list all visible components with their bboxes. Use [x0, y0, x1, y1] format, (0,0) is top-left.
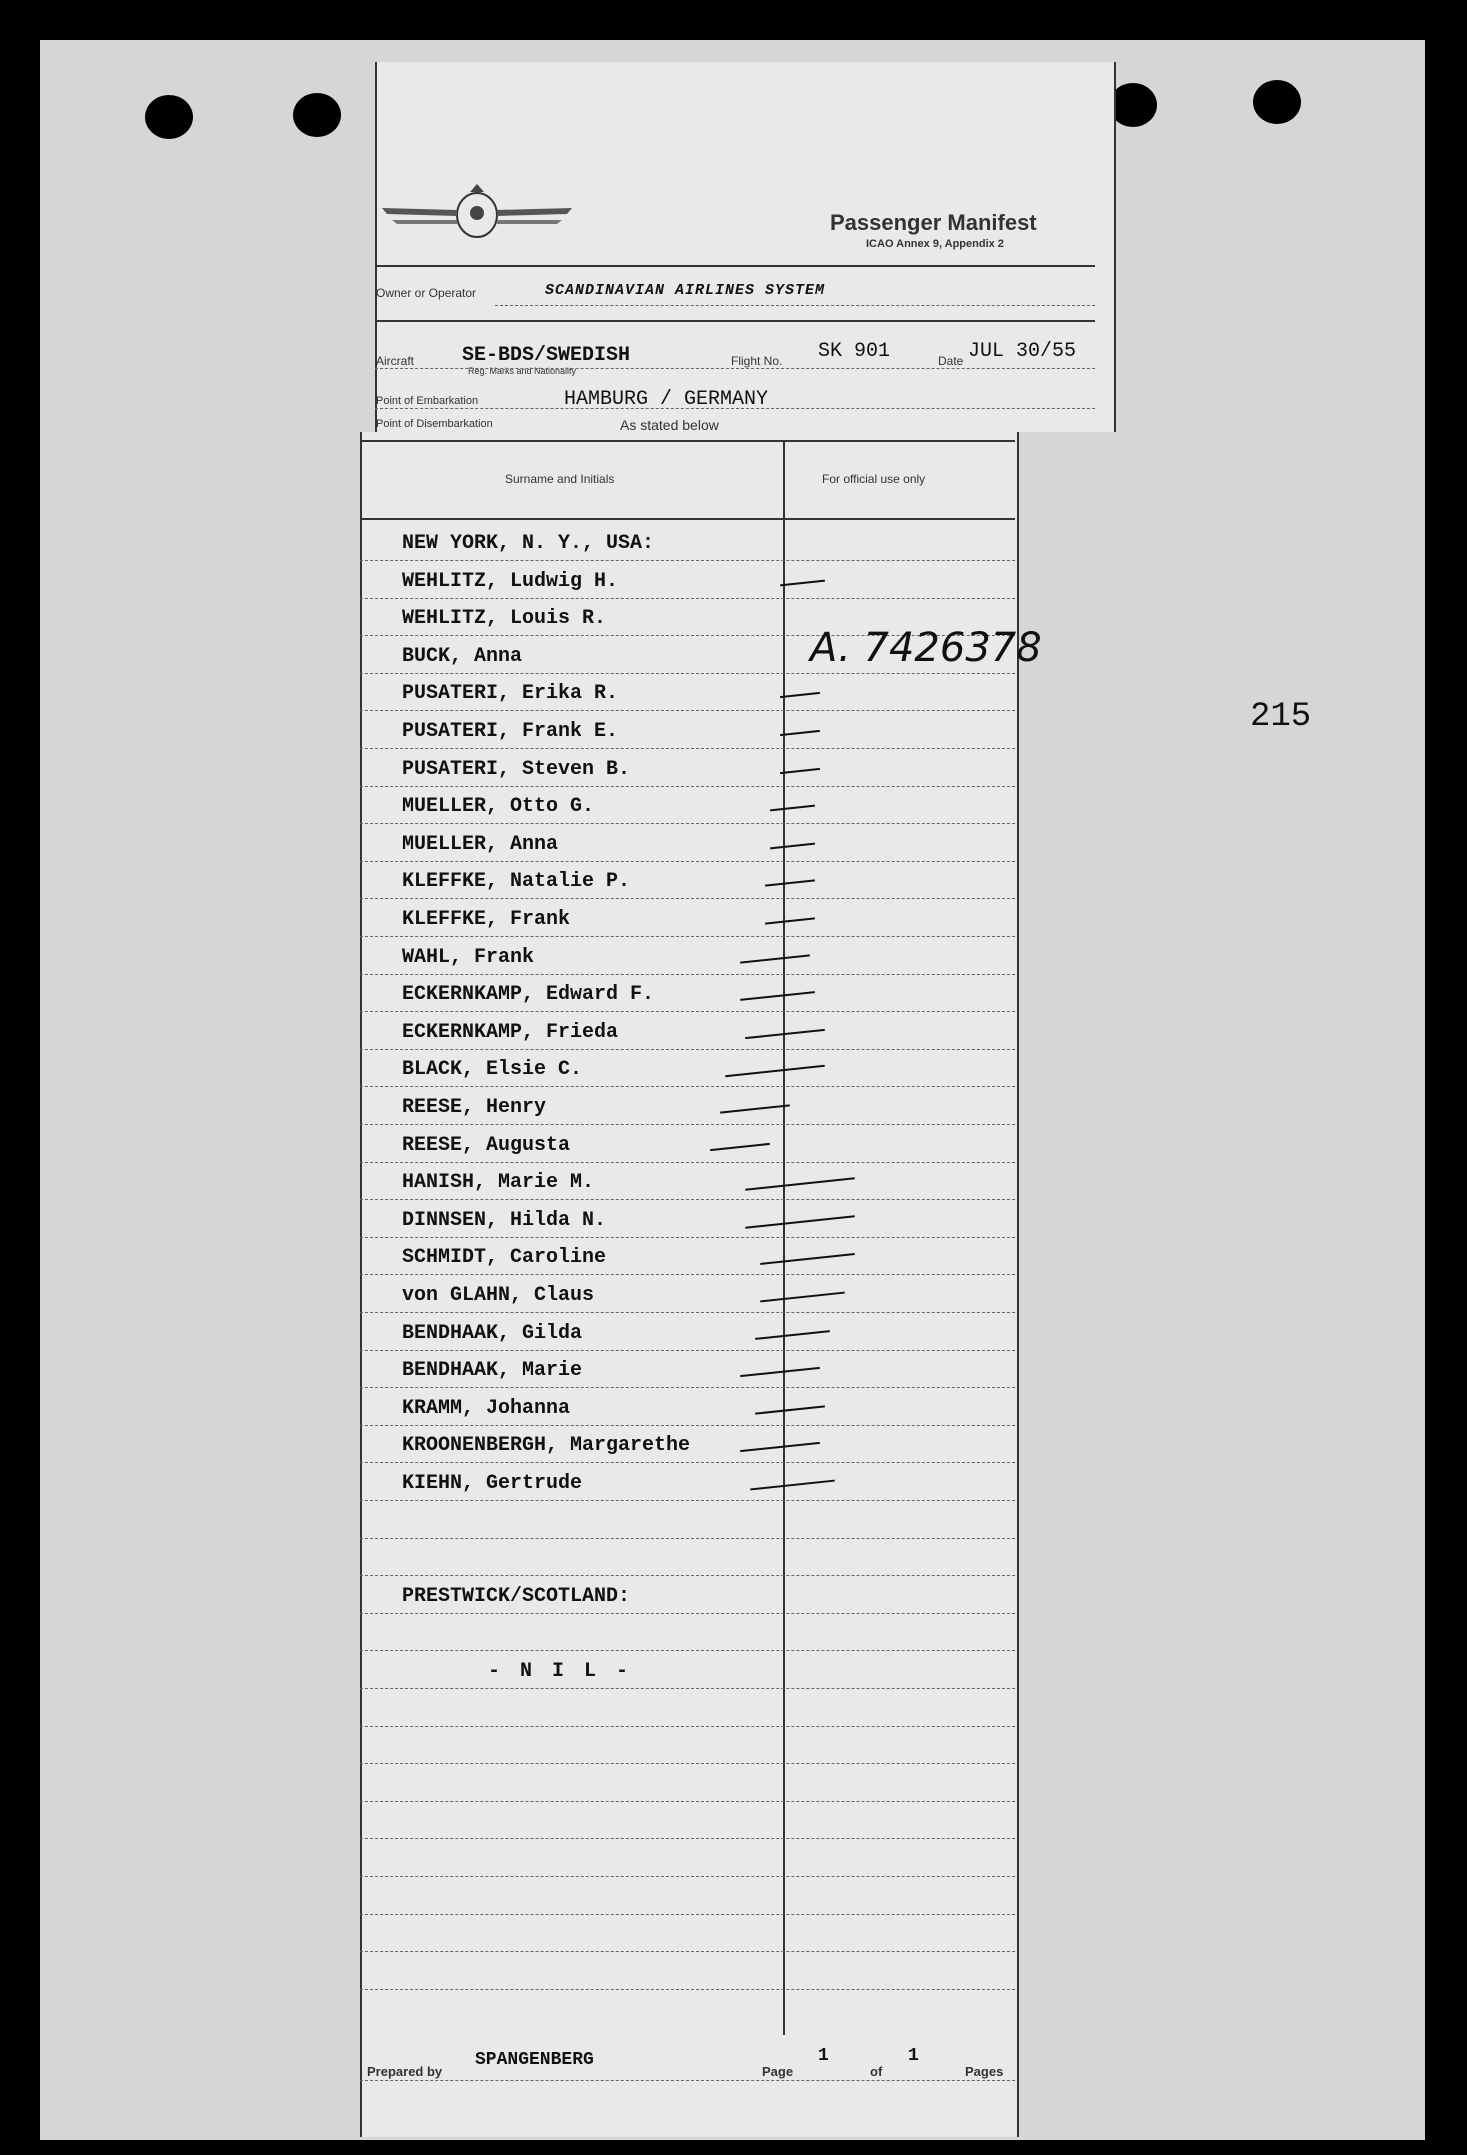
row-line — [360, 786, 1015, 787]
row-line — [360, 1801, 1015, 1802]
passenger-row-text: BLACK, Elsie C. — [402, 1058, 583, 1082]
row-line — [360, 1575, 1015, 1576]
disembark-value: As stated below — [620, 417, 719, 433]
passenger-row-text: PRESTWICK/SCOTLAND: — [402, 1584, 631, 1608]
row-line — [360, 1500, 1015, 1501]
flight-value: SK 901 — [818, 340, 891, 363]
field-line — [375, 408, 1095, 409]
row-line — [360, 1387, 1015, 1388]
disembark-label: Point of Disembarkation — [376, 418, 493, 430]
form-subtitle: ICAO Annex 9, Appendix 2 — [866, 238, 1004, 250]
aircraft-sublabel: Reg. Marks and Nationality — [468, 366, 577, 376]
passenger-row-text: PUSATERI, Steven B. — [402, 757, 631, 781]
passenger-row-text: BENDHAAK, Marie — [402, 1359, 583, 1383]
prepared-label: Prepared by — [367, 2064, 443, 2079]
field-line — [360, 2080, 1015, 2081]
row-line — [360, 1350, 1015, 1351]
punch-hole — [1253, 80, 1301, 124]
passenger-row-text: KRAMM, Johanna — [402, 1396, 571, 1420]
divider — [360, 518, 1015, 520]
row-line — [360, 710, 1015, 711]
passenger-row-text: WEHLITZ, Ludwig H. — [402, 569, 619, 593]
passenger-row-text: KROONENBERGH, Margarethe — [402, 1434, 691, 1458]
row-line — [360, 898, 1015, 899]
passenger-row-text: REESE, Henry — [402, 1096, 547, 1119]
divider — [360, 440, 1015, 442]
row-line — [360, 560, 1015, 561]
handwritten-number: A. 7426378 — [810, 625, 1042, 671]
passenger-row-text: MUELLER, Otto G. — [402, 795, 595, 819]
row-line — [360, 1086, 1015, 1087]
passenger-row-text: KIEHN, Gertrude — [402, 1472, 583, 1495]
owner-value: SCANDINAVIAN AIRLINES SYSTEM — [545, 282, 826, 299]
row-line — [360, 1726, 1015, 1727]
row-line — [360, 1274, 1015, 1275]
passenger-row-text: KLEFFKE, Frank — [402, 908, 571, 931]
owner-label: Owner or Operator — [376, 286, 477, 300]
passenger-row-text: KLEFFKE, Natalie P. — [402, 870, 631, 894]
passenger-row-text: PUSATERI, Erika R. — [402, 682, 619, 706]
passenger-row-text: WAHL, Frank — [402, 945, 535, 969]
row-line — [360, 1838, 1015, 1839]
row-line — [360, 1312, 1015, 1313]
row-line — [360, 1538, 1015, 1539]
aircraft-value: SE-BDS/SWEDISH — [462, 344, 631, 367]
embark-value: HAMBURG / GERMANY — [564, 388, 769, 411]
passenger-row-text: BUCK, Anna — [402, 644, 523, 668]
punch-hole — [293, 93, 341, 137]
row-line — [360, 1688, 1015, 1689]
passenger-row-text: SCHMIDT, Caroline — [402, 1246, 607, 1270]
pages-label: Pages — [965, 2064, 1004, 2079]
row-line — [360, 598, 1015, 599]
passenger-row-text: BENDHAAK, Gilda — [402, 1321, 583, 1345]
passenger-row-text: REESE, Augusta — [402, 1133, 571, 1157]
divider — [375, 320, 1095, 322]
row-line — [360, 1613, 1015, 1614]
passenger-row-text: von GLAHN, Claus — [402, 1284, 595, 1307]
row-line — [360, 1199, 1015, 1200]
row-line — [360, 673, 1015, 674]
passenger-row-text: MUELLER, Anna — [402, 832, 559, 856]
row-line — [360, 974, 1015, 975]
row-line — [360, 1650, 1015, 1651]
stamp-number: 215 — [1250, 698, 1312, 736]
row-line — [360, 1462, 1015, 1463]
passenger-row-text: PUSATERI, Frank E. — [402, 720, 619, 743]
passenger-row-text: ECKERNKAMP, Edward F. — [402, 983, 655, 1007]
of-value: 1 — [908, 2046, 919, 2066]
aircraft-label: Aircraft — [376, 354, 415, 368]
field-line — [375, 368, 1095, 369]
field-line — [495, 305, 1095, 306]
row-line — [360, 823, 1015, 824]
column-header-names: Surname and Initials — [505, 472, 615, 486]
column-header-official: For official use only — [822, 472, 926, 486]
airline-logo — [382, 180, 572, 250]
row-line — [360, 861, 1015, 862]
passenger-row-text: - N I L - — [488, 1660, 633, 1683]
passenger-row-text: WEHLITZ, Louis R. — [402, 607, 607, 631]
date-value: JUL 30/55 — [968, 340, 1077, 363]
row-line — [360, 1951, 1015, 1952]
prepared-value: SPANGENBERG — [475, 2050, 594, 2070]
row-line — [360, 1124, 1015, 1125]
passenger-row-text: HANISH, Marie M. — [402, 1171, 595, 1195]
date-label: Date — [938, 354, 964, 368]
punch-hole — [1109, 83, 1157, 127]
punch-hole — [145, 95, 193, 139]
row-line — [360, 1049, 1015, 1050]
row-line — [360, 1763, 1015, 1764]
row-line — [360, 1876, 1015, 1877]
row-line — [360, 1914, 1015, 1915]
embark-label: Point of Embarkation — [376, 395, 479, 407]
row-line — [360, 1162, 1015, 1163]
row-line — [360, 748, 1015, 749]
form-title: Passenger Manifest — [830, 210, 1037, 235]
passenger-row-text: NEW YORK, N. Y., USA: — [402, 532, 655, 555]
row-line — [360, 1989, 1015, 1990]
page-label: Page — [762, 2064, 794, 2079]
row-line — [360, 1237, 1015, 1238]
divider — [375, 265, 1095, 267]
row-line — [360, 936, 1015, 937]
passenger-row-text: ECKERNKAMP, Frieda — [402, 1020, 619, 1044]
of-label: of — [870, 2064, 883, 2079]
row-line — [360, 1425, 1015, 1426]
passenger-row-text: DINNSEN, Hilda N. — [402, 1208, 607, 1232]
row-line — [360, 1011, 1015, 1012]
flight-label: Flight No. — [731, 354, 783, 368]
page-value: 1 — [818, 2046, 829, 2066]
